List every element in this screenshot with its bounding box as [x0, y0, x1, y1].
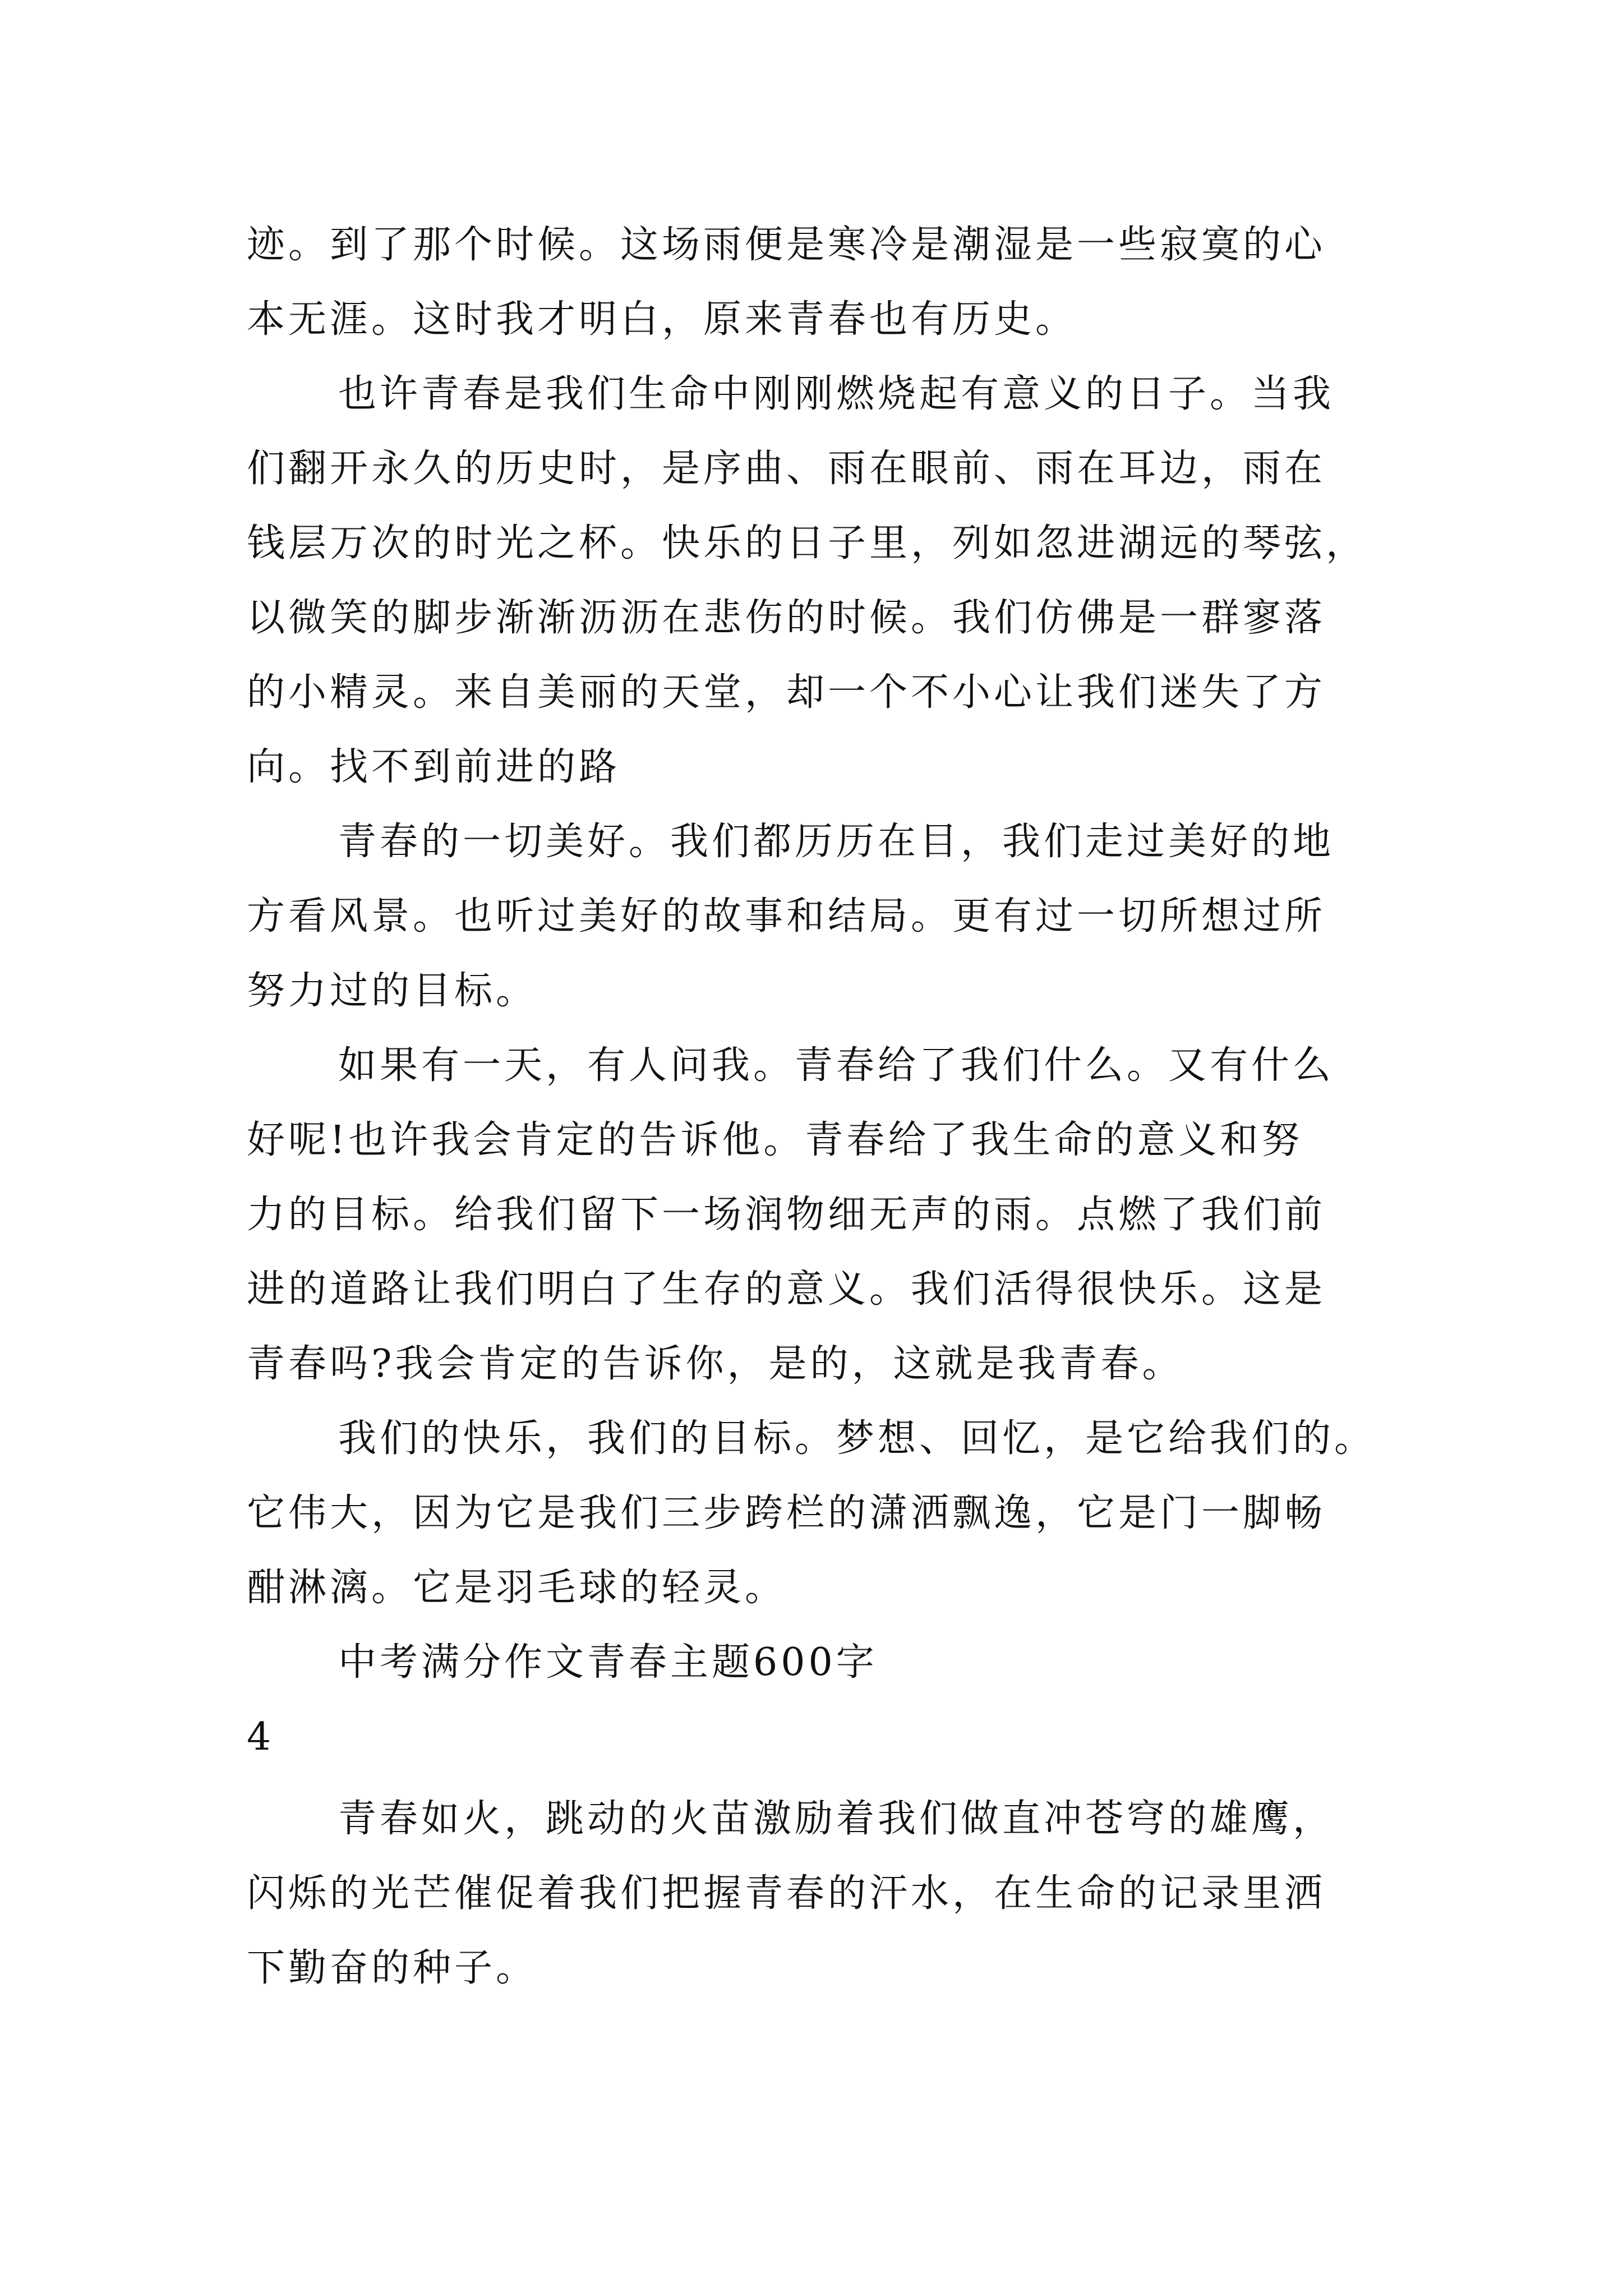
text-line: 酣淋漓。它是羽毛球的轻灵。: [247, 1566, 787, 1610]
text-line: 本无涯。这时我才明白，原来青春也有历史。: [247, 297, 1077, 342]
text-line: 好呢!也许我会肯定的告诉他。青春给了我生命的意义和努: [247, 1118, 1303, 1162]
text-line: 迹。到了那个时候。这场雨便是寒冷是潮湿是一些寂寞的心: [247, 223, 1326, 267]
paragraph-first-line: 青春如火，跳动的火苗激励着我们做直冲苍穹的雄鹰，: [338, 1797, 1335, 1841]
text-line: 它伟大，因为它是我们三步跨栏的潇洒飘逸，它是门一脚畅: [247, 1491, 1326, 1535]
section-title: 中考满分作文青春主题600字: [338, 1640, 878, 1685]
text-line: 进的道路让我们明白了生存的意义。我们活得很快乐。这是: [247, 1267, 1326, 1312]
text-line: 的小精灵。来自美丽的天堂，却一个不小心让我们迷失了方: [247, 670, 1326, 715]
text-line: 向。找不到前进的路: [247, 745, 621, 789]
text-line: 青春吗?我会肯定的告诉你，是的，这就是我青春。: [247, 1342, 1184, 1386]
paragraph-first-line: 如果有一天，有人问我。青春给了我们什么。又有什么: [338, 1043, 1335, 1088]
text-line: 钱层万次的时光之杯。快乐的日子里，列如忽进湖远的琴弦，: [247, 521, 1368, 565]
text-line: 方看风景。也听过美好的故事和结局。更有过一切所想过所: [247, 894, 1326, 938]
section-number: 4: [247, 1715, 275, 1759]
paragraph-first-line: 青春的一切美好。我们都历历在目，我们走过美好的地: [338, 820, 1335, 864]
text-line: 下勤奋的种子。: [247, 1946, 538, 1990]
paragraph-first-line: 我们的快乐，我们的目标。梦想、回忆，是它给我们的。: [338, 1416, 1376, 1461]
text-line: 努力过的目标。: [247, 969, 538, 1013]
text-line: 以微笑的脚步渐渐沥沥在悲伤的时候。我们仿佛是一群寥落: [247, 596, 1326, 640]
text-line: 们翻开永久的历史时，是序曲、雨在眼前、雨在耳边，雨在: [247, 447, 1326, 491]
text-line: 力的目标。给我们留下一场润物细无声的雨。点燃了我们前: [247, 1193, 1326, 1237]
text-line: 闪烁的光芒催促着我们把握青春的汗水，在生命的记录里洒: [247, 1871, 1326, 1916]
paragraph-first-line: 也许青春是我们生命中刚刚燃烧起有意义的日子。当我: [338, 372, 1335, 416]
